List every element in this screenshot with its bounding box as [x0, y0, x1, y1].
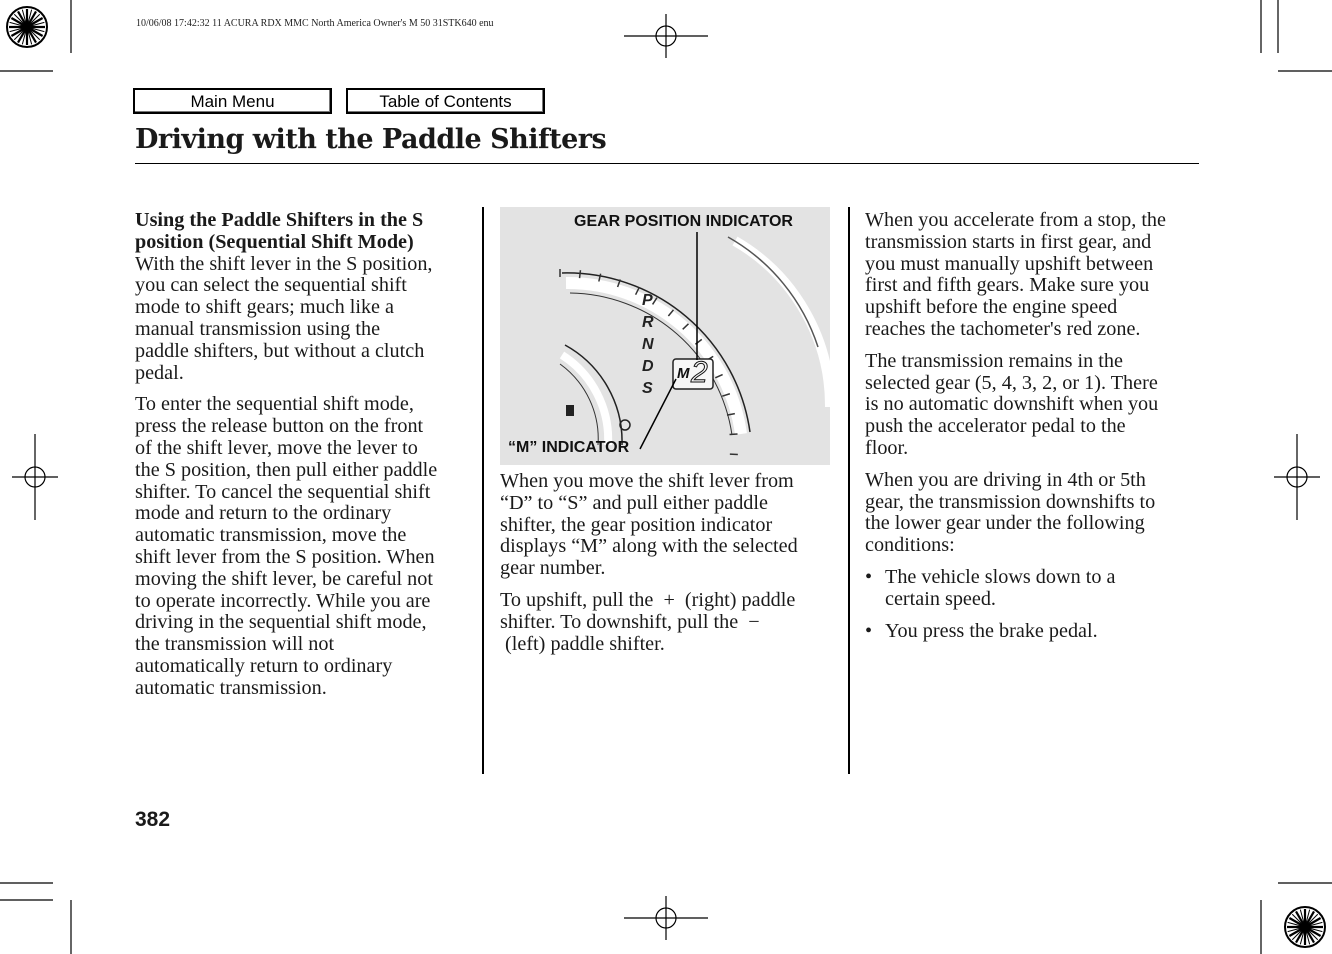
paragraph-shift-mode-intro: With the shift lever in the S position, you can select the sequential shift mode to shift gears; much like a manual transmission using the paddle shifters, but without a clutch pedal. [135, 252, 433, 384]
list-item: • The vehicle slows down to a certain speed. [865, 565, 1116, 610]
fuel-gauge-band [562, 355, 608, 445]
gauge-drawing [500, 207, 830, 465]
print-metadata: 10/06/08 17:42:32 11 ACURA RDX MMC North America Owner's M 50 31STK640 enu [136, 18, 494, 29]
column-divider-right [848, 207, 850, 774]
gear-indicator-illustration [500, 207, 830, 465]
outer-bezel-edge [728, 237, 818, 347]
display-mode-letter: M [677, 365, 690, 382]
paragraph-gear-display: When you move the shift lever from “D” to “S” and pull either paddle shifter, the gear position indicator displays “M” along with the selected gear number. [500, 470, 798, 580]
gear-letter-d: D [642, 358, 654, 375]
paragraph-enter-shift-mode: To enter the sequential shift mode, press the release button on the front of the shift lever, move the lever to the S position, then pull either paddle shifter. To cancel the sequential shift mode and return to the ordinary automatic transmission, move the shift lever from the S position. When moving the shift lever, be careful not to operate incorrectly. While you are driving in the sequential shift mode, the transmission will not automatically return to ordinary automatic transmission. [135, 393, 438, 699]
bullet-dot: • [865, 619, 873, 642]
paragraph-first-gear: When you accelerate from a stop, the transmission starts in first gear, and you must manually upshift between first and fifth gears. Make sure you upshift before the engine speed reaches the tachometer's red zone. [865, 209, 1166, 340]
paragraph-up-down-shift: To upshift, pull the + (right) paddle shifter. To downshift, pull the − (left) paddle shifter. [500, 588, 796, 655]
gear-letter-column [642, 290, 654, 400]
gear-letter-n: N [642, 336, 654, 353]
page-number: 382 [135, 808, 171, 831]
display-gear-number: 2 [691, 356, 708, 389]
speedo-ring-outer [562, 273, 750, 432]
section-subhead: Using the Paddle Shifters in the S position (Sequential Shift Mode) [135, 209, 424, 253]
bullet-dot: • [865, 565, 873, 588]
m-indicator-label: “M” INDICATOR [508, 439, 630, 456]
gear-letter-p: P [642, 292, 653, 309]
gear-letter-s: S [642, 380, 653, 397]
speedo-tick [580, 270, 581, 278]
column-divider-left [482, 207, 484, 774]
column-3 [865, 210, 1205, 652]
list-item: • You press the brake pedal. [865, 619, 1098, 642]
column-1 [135, 210, 475, 710]
outer-bezel-arc [735, 241, 830, 407]
speedo-tick [730, 434, 738, 435]
column-2 [500, 471, 840, 665]
title-divider [135, 163, 1199, 164]
gear-letter-r: R [642, 314, 654, 331]
fuel-pump-icon [566, 405, 574, 416]
table-of-contents-button[interactable]: Table of Contents [346, 88, 545, 114]
main-menu-button[interactable]: Main Menu [133, 88, 332, 114]
gear-position-indicator-label: GEAR POSITION INDICATOR [574, 213, 793, 230]
fuel-gauge-inner [560, 364, 598, 445]
paragraph-downshift-conditions: When you are driving in 4th or 5th gear, the transmission downshifts to the lower gear under the following conditions: [865, 468, 1156, 557]
page-title: Driving with the Paddle Shifters [135, 124, 607, 155]
paragraph-selected-gear: The transmission remains in the selected gear (5, 4, 3, 2, or 1). There is no automatic downshift when you push the accelerator pedal to the floor. [865, 349, 1159, 459]
